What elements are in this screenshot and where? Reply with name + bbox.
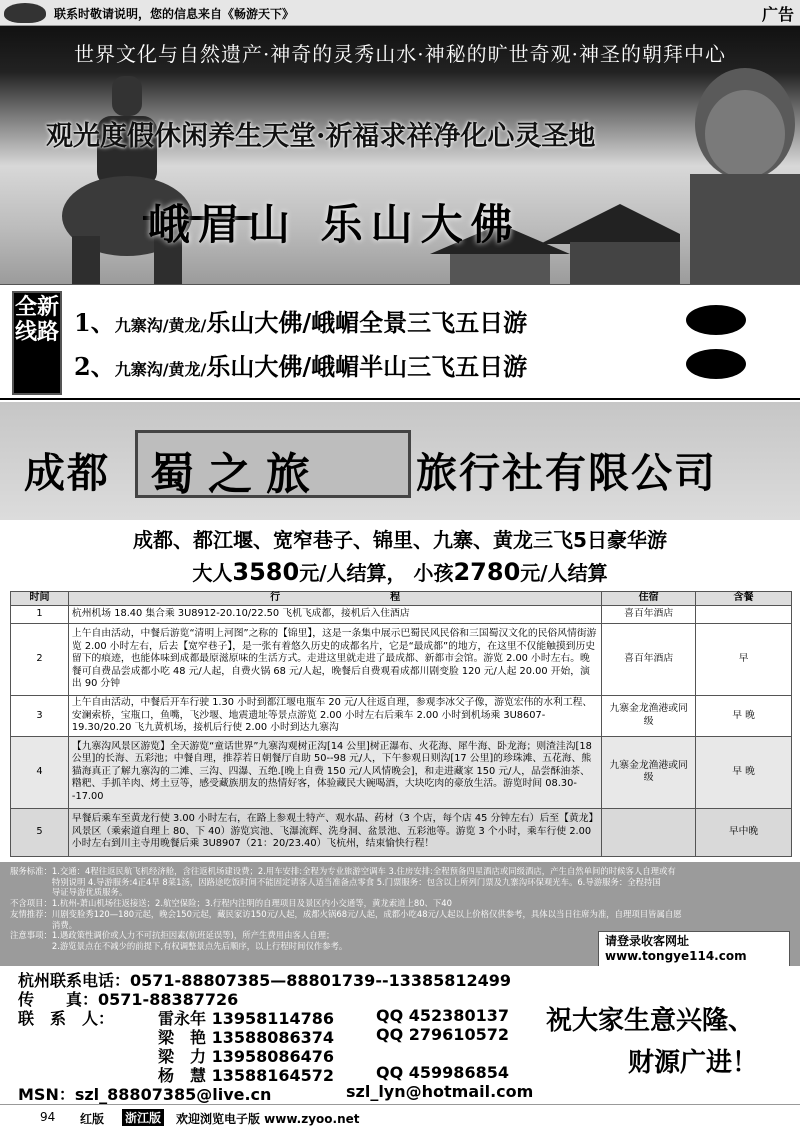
route-item: 2、九寨沟/黄龙/乐山大佛/峨嵋半山三飞五日游 xyxy=(74,352,528,381)
contact-qq: QQ 459986854 xyxy=(376,1063,509,1082)
col-header-time: 时间 xyxy=(11,592,69,606)
banner-calligraphy: 峨眉山 乐山大佛 xyxy=(148,200,521,249)
starburst-badge xyxy=(686,305,746,335)
contact-person: 梁 力 13958086476 xyxy=(158,1047,335,1066)
company-brand: 蜀之旅 xyxy=(150,449,324,500)
msn-address[interactable]: szl_88807385@live.cn xyxy=(74,1085,272,1104)
email-address[interactable]: szl_lyn@hotmail.com xyxy=(346,1082,534,1101)
new-routes-section xyxy=(0,284,800,400)
note-line: 导证导游优质服务。 xyxy=(10,887,128,898)
fax-number: 0571-88387726 xyxy=(98,990,239,1009)
company-city: 成都 xyxy=(24,449,110,497)
contact-notice: 联系时敬请说明，您的信息来自《畅游天下》 xyxy=(54,7,295,21)
itinerary-table xyxy=(10,591,792,857)
booking-website-box xyxy=(598,931,790,967)
table-row: 1 杭州机场 18.40 集合乘 3U8912-20.10/22.50 飞机飞成都，接机后入住酒店 喜百年酒店 xyxy=(11,606,792,624)
person-line: 联 系 人： xyxy=(18,1009,115,1028)
region-label: 浙江版 xyxy=(122,1109,164,1126)
website-label: 请登录收客网址 xyxy=(605,934,690,948)
page-number: 94 xyxy=(40,1110,56,1124)
company-suffix: 旅行社有限公司 xyxy=(416,449,717,497)
table-row: 4 【九寨沟风景区游览】全天游览“童话世界”九寨沟观树正沟[14 公里]树正瀑布、火花海、犀牛海、卧龙海；则渣洼沟[18 公里]的长海、五彩池；中餐自理，推荐若日朝餐厅自助 50--98 元/人，下午参观日则沟[17 公里]的珍珠滩、五花海、熊猫海真正了解九寨沟的二滩、三沟、四瀑、五绝.[晚上自费 150 元/人风情晚会]，和走进藏家 150 元/人，品尝酥油茶、糌粑、手抓羊肉、烤土豆等，感受藏族朋友的热情好客，体验藏民大碗喝酒，大块吃肉的豪放生活。游览时间 08.30--17.00 九寨金龙渔港或同级 早 晚 xyxy=(11,736,792,808)
table-row: 2 上午自由活动，中餐后游览“清明上河图”之称的【锦里】，这是一条集中展示巴蜀民风民俗和三国蜀汉文化的民俗风情街游览 2.00 小时左右，后去【宽窄巷子】，是一张有着悠久历史的成都名片，它是“最成都”的地方，在这里不仅能触摸到历史留下的痕迹，也能体味到成都最原滋原味的生活方式。走进这里就走进了最成都、新都市会馆。游览 2.00 小时左右。晚餐可自费品尝成都小吃 48 元/人起，自费火锅 68 元/人起，晚餐后自费观看成都川剧变脸 120 元/人起 20.00 开始，演出 90 分钟 喜百年酒店 早 xyxy=(11,624,792,696)
phone-numbers[interactable]: 0571-88807385—88801739--13385812499 xyxy=(130,971,512,990)
fax-line: 传 真：0571-88387726 xyxy=(18,990,239,1009)
table-row: 5 早餐后乘车至黄龙行使 3.00 小时左右，在路上参观土特产、观水晶、药材（3 个店，每个店 45 分钟左右）后至【黄龙】风景区（乘索道自理上 80、下 40）游览宾池、飞瀑流辉、洗身洞、盆景池、五彩池等。游览 3 个小时，乘车行使 2.00 小时左右到川主寺用晚餐后乘 3U8907（21：20/23.40）飞杭州，结束愉快行程！ 早中晚 xyxy=(11,808,792,856)
edition-label: 红版 xyxy=(80,1112,105,1126)
col-header-itinerary: 行 程 xyxy=(68,592,601,606)
route-item: 1、九寨沟/黄龙/乐山大佛/峨嵋全景三飞五日游 xyxy=(74,308,528,337)
website-url[interactable]: www.tongye114.com xyxy=(605,949,747,963)
col-header-hotel: 住宿 xyxy=(602,592,696,606)
note-line: 服务标准：1.交通：4程往返民航飞机经济舱，含往返机场建设费；2.用车安排:全程为专业旅游空调车 3.住房安排:全程预备四星酒店或同级酒店，产生自然单间的时候客人自理或有 xyxy=(10,866,676,876)
contact-person: 梁 艳 13588086374 xyxy=(158,1028,335,1047)
starburst-badge xyxy=(686,349,746,379)
contact-qq: QQ 452380137 xyxy=(376,1006,509,1025)
note-line: 不含项目：1.杭州-萧山机场往返接送；2.航空保险；3.行程内注明的自理项目及景区内小交通等，黄龙索道上80、下40 xyxy=(10,898,452,909)
wish-text-2: 财源广进！ xyxy=(628,1048,759,1078)
company-banner xyxy=(0,402,800,520)
msn-line: MSN：szl_88807385@live.cn xyxy=(18,1085,272,1104)
hero-banner xyxy=(0,26,800,286)
tour-summary xyxy=(0,520,800,590)
tour-title: 成都、都江堰、宽窄巷子、锦里、九寨、黄龙三飞5日豪华游 xyxy=(133,528,667,552)
contact-person: 雷永年 13958114786 xyxy=(158,1009,335,1028)
note-line: 特别说明 4.导游服务:4正4早 8菜1汤，因路途吃饭时间不能固定请客人适当准备点零食 5.门票服务：包含以上所列门票及九寨沟环保观光车。6.导游服务：全程持国 xyxy=(10,876,661,887)
contact-section xyxy=(0,966,800,1104)
banner-slogan: 观光度假休闲养生天堂·祈福求祥净化心灵圣地 xyxy=(46,121,596,152)
ad-label: 广告 xyxy=(761,5,794,24)
note-line: 2.游览景点在不减少的前提下,有权调整景点先后顺序，以上行程时间仅作参考。 xyxy=(10,940,348,951)
col-header-meals: 含餐 xyxy=(696,592,792,606)
contact-qq: QQ 279610572 xyxy=(376,1025,509,1044)
samantabhadra-statue-image xyxy=(52,66,202,286)
contact-person: 杨 慧 13588164572 xyxy=(158,1066,335,1085)
top-bar xyxy=(0,0,800,26)
tour-price: 大人3580元/人结算， 小孩2780元/人结算 xyxy=(192,558,608,586)
note-line: 友情推荐：川剧变脸秀120—180元起，晚会150元起，藏民家访150元/人起，成都火锅68元/人起，成都小吃48元/人起以上价格仅供参考，具体以当日往席为准，自理项目皆属自愿 xyxy=(10,908,682,919)
new-routes-tag: 全新线路 xyxy=(12,291,62,395)
note-line: 消费。 xyxy=(10,919,77,930)
phone-line: 杭州联系电话：0571-88807385—88801739--13385812499 xyxy=(18,971,512,990)
footer-welcome[interactable]: 欢迎浏览电子版 www.zyoo.net xyxy=(176,1112,360,1126)
table-row: 3 上午自由活动，中餐后开车行驶 1.30 小时到都江堰电瓶车 20 元/人往返自理，参观李冰父子像，游览宏伟的水利工程、安澜索桥，宝瓶口，鱼嘴，飞沙堰、地震遗址等景点游览 2.00 小时左右后乘车 2.00 小时到机场乘 3U8607-19.30/20.20 飞九黄机场，接机后行使 2.00 小时到达九寨沟 九寨金龙渔港或同级 早 晚 xyxy=(11,696,792,737)
banner-tagline: 世界文化与自然遗产·神奇的灵秀山水·神秘的旷世奇观·神圣的朝拜中心 xyxy=(73,42,727,66)
wish-text-1: 祝大家生意兴隆、 xyxy=(546,1006,755,1036)
note-line: 注意事项：1.遇政策性调价或人力不可抗拒因素(航班延误等)，所产生费用由客人自理； xyxy=(10,930,335,941)
magazine-logo xyxy=(4,3,46,23)
page-footer xyxy=(0,1104,800,1127)
